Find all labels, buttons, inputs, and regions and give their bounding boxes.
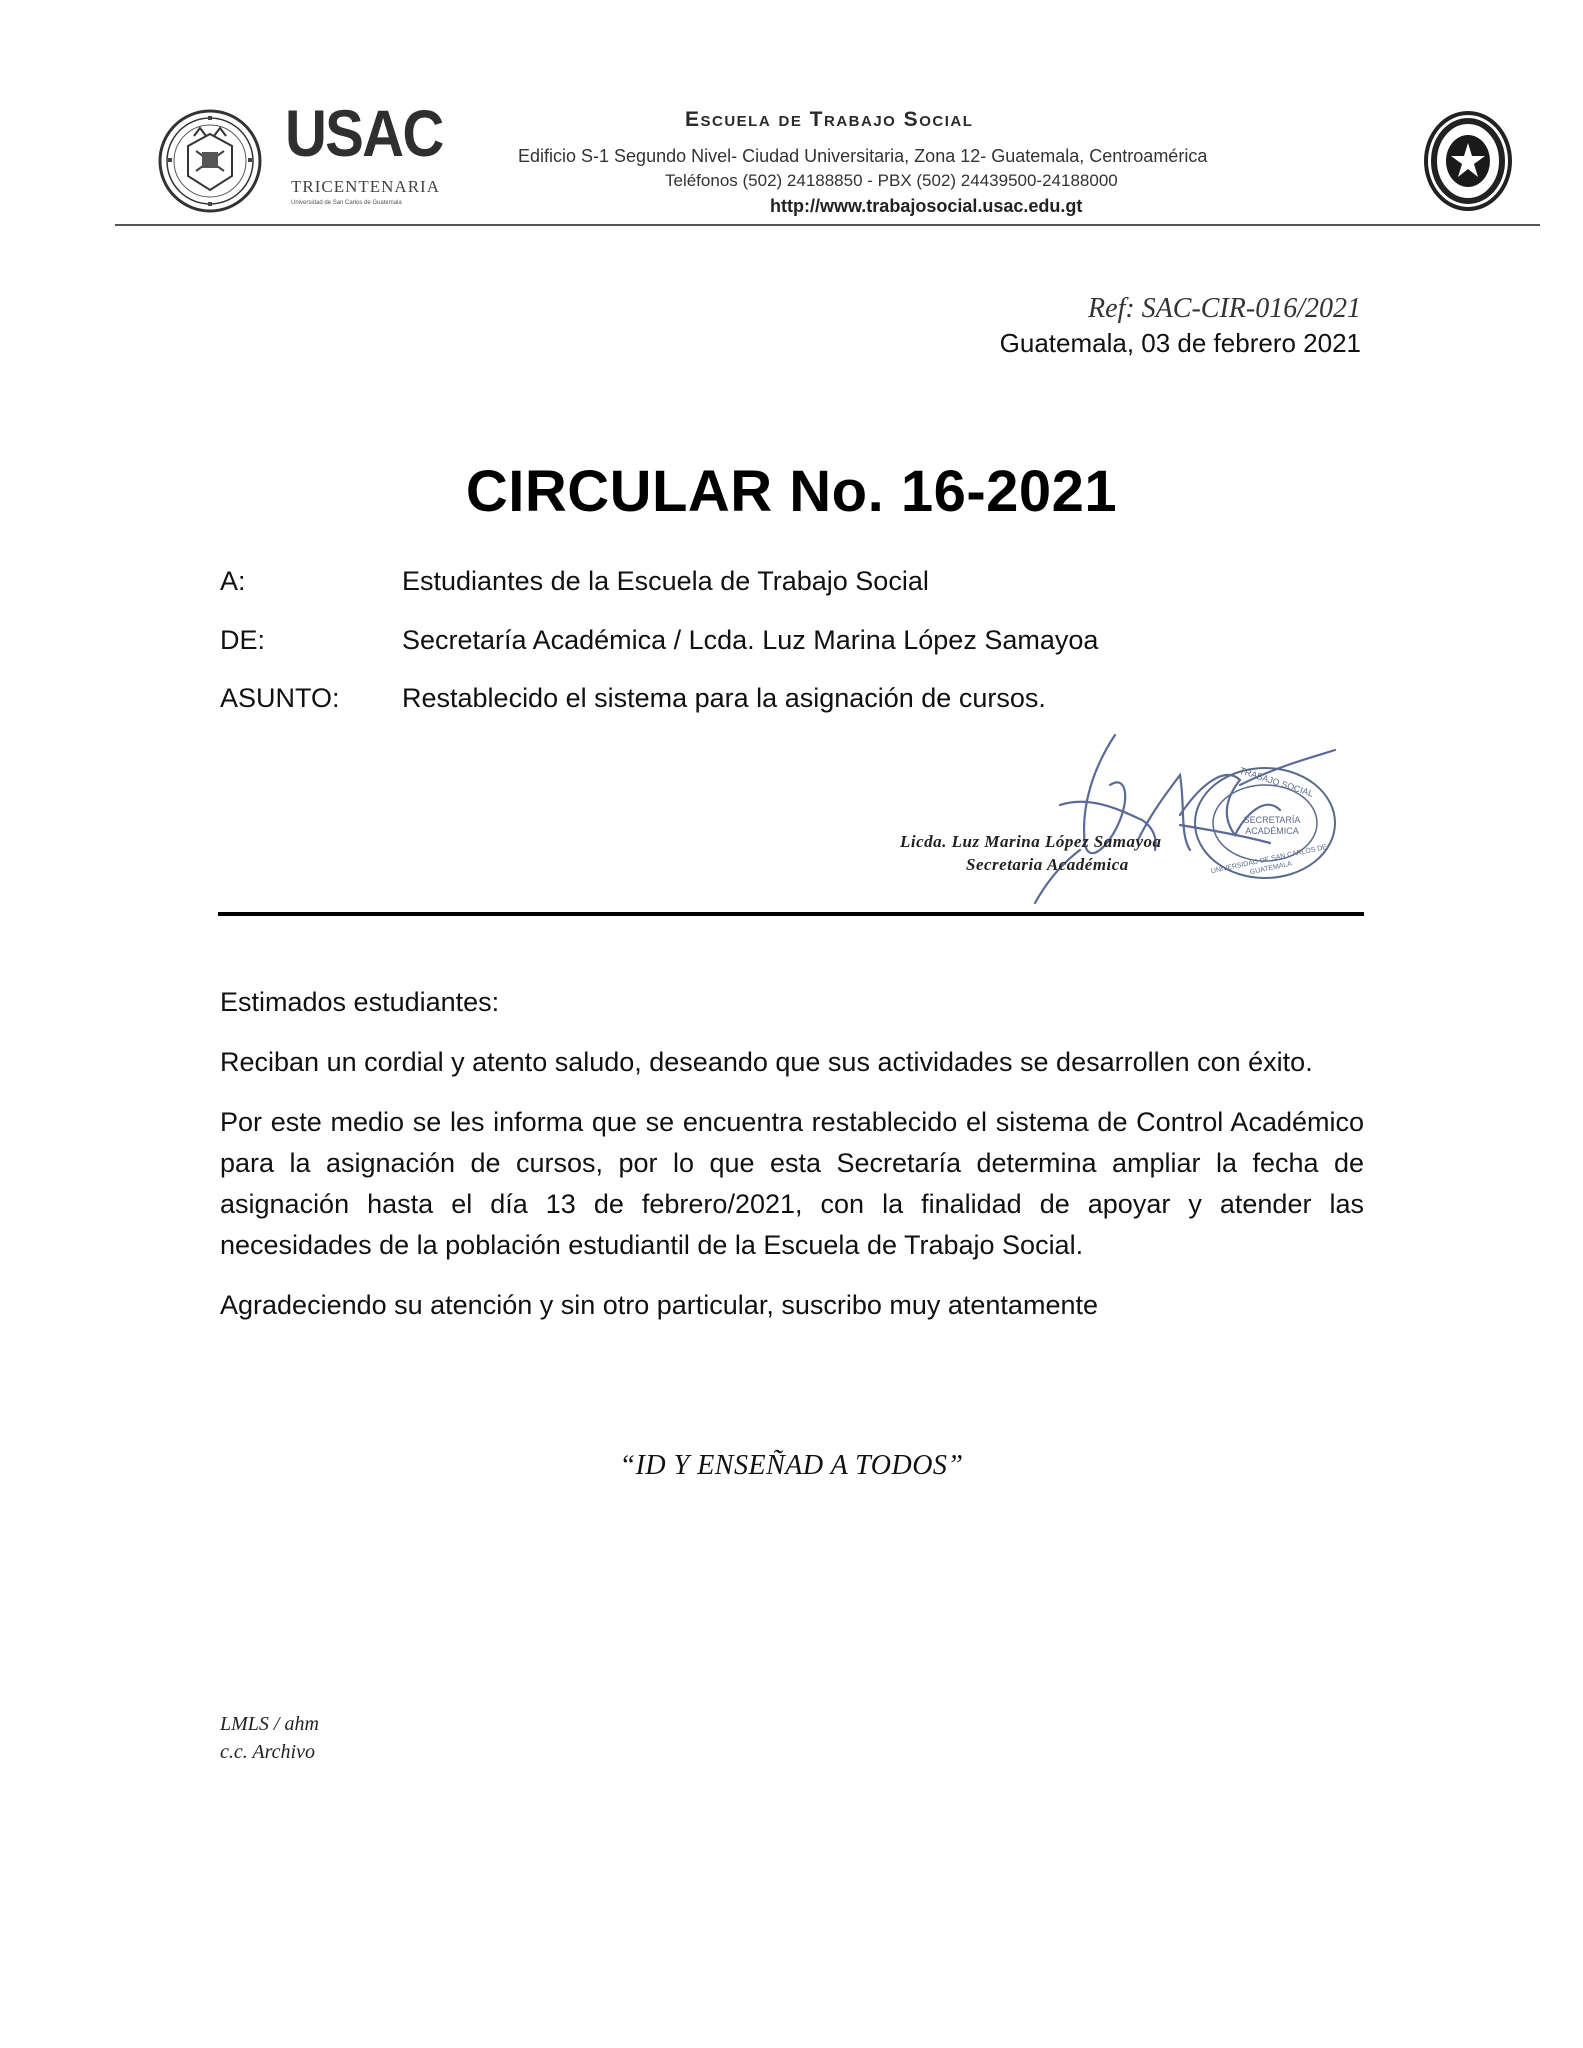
university-seal-icon (148, 106, 278, 216)
school-seal-icon (1418, 103, 1518, 223)
organization-info (470, 108, 1370, 228)
meta-to-label: A: (220, 566, 246, 596)
meta-from-value: Secretaría Académica / Lcda. Luz Marina López Samayoa (402, 625, 1099, 655)
handwritten-signature-icon (880, 725, 1350, 905)
copy-note: c.c. Archivo (220, 1741, 315, 1763)
body-divider (218, 912, 1364, 916)
document-date: Guatemala, 03 de febrero 2021 (999, 328, 1361, 358)
usac-subtitle: TRICENTENARIA (291, 177, 440, 196)
author-initials: LMLS / ahm (220, 1713, 319, 1735)
meta-subject-value: Restablecido el sistema para la asignación de cursos. (402, 683, 1046, 713)
greeting: Estimados estudiantes: (220, 987, 500, 1017)
organization-phones: Teléfonos (502) 24188850 - PBX (502) 24439500-24188000 (665, 171, 1118, 190)
stamp-bottom-text: UNIVERSIDAD DE SAN CARLOS DE GUATEMALA (1210, 843, 1328, 877)
stamp-center-text: SECRETARÍA ACADÉMICA (1243, 815, 1301, 836)
usac-wordmark: USAC (285, 96, 443, 170)
letterhead (0, 0, 1583, 235)
document-title: CIRCULAR No. 16-2021 (465, 459, 1118, 524)
motto: “ID Y ENSEÑAD A TODOS” (619, 1450, 964, 1481)
reference-number: Ref: SAC-CIR-016/2021 (1088, 293, 1361, 324)
letter-body (220, 982, 1364, 1345)
header-divider (115, 224, 1540, 226)
paragraph-1: Reciban un cordial y atento saludo, deseando que sus actividades se desarrollen con éxito. (220, 1047, 1313, 1077)
meta-to-value: Estudiantes de la Escuela de Trabajo Social (402, 566, 929, 596)
organization-website[interactable]: http://www.trabajosocial.usac.edu.gt (770, 196, 1083, 216)
meta-subject-label: ASUNTO: (220, 683, 340, 713)
usac-logo (285, 96, 443, 220)
paragraph-2: Por este medio se les informa que se encuentra restablecido el sistema de Control Académico para la asignación de cursos, por lo que esta Secretaría determina ampliar la fecha de asignación hasta el día 13 de febrero/2021, con la finalidad de apoyar y atender las necesidades de la población estudiantil de la Escuela de Trabajo Social. (220, 1107, 1364, 1260)
signatory-role: Secretaria Académica (966, 855, 1129, 874)
closing: Agradeciendo su atención y sin otro particular, suscribo muy atentamente (220, 1290, 1098, 1320)
signatory-name: Licda. Luz Marina López Samayoa (900, 832, 1162, 851)
signature-block (880, 725, 1350, 905)
footer-notes (220, 1710, 319, 1766)
organization-name: Escuela de Trabajo Social (685, 108, 974, 131)
meta-from-label: DE: (220, 625, 266, 655)
usac-tiny-text: Universidad de San Carlos de Guatemala (291, 200, 402, 206)
organization-address: Edificio S-1 Segundo Nivel- Ciudad Universitaria, Zona 12- Guatemala, Centroamérica (518, 146, 1208, 166)
stamp-top-text: TRABAJO SOCIAL (1238, 765, 1315, 799)
